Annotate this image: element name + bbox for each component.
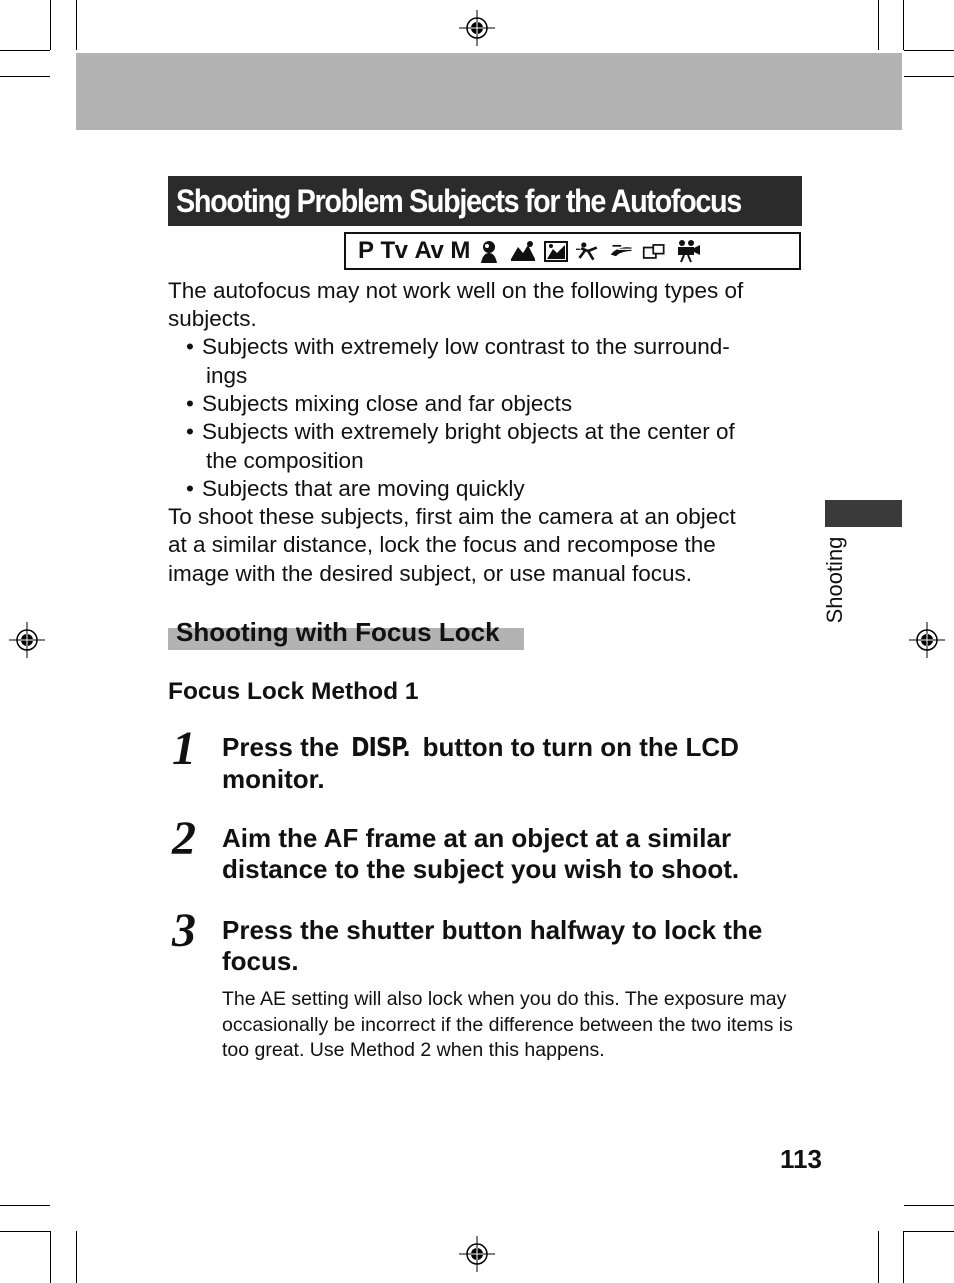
section-heading: Shooting with Focus Lock [176, 617, 500, 647]
list-item [186, 418, 806, 446]
list-item-text: Subjects that are moving quickly [202, 476, 525, 501]
movie-icon [675, 239, 701, 263]
step-number: 2 [172, 812, 196, 865]
list-item [186, 333, 806, 361]
crop-mark [76, 1231, 77, 1283]
crop-mark [50, 0, 51, 50]
bullet-glyph: • [186, 391, 194, 416]
mode-m: M [450, 237, 470, 264]
page-number: 113 [780, 1144, 822, 1174]
crop-mark [0, 1205, 50, 1206]
crop-mark [904, 50, 954, 51]
crop-mark [878, 1231, 879, 1283]
chapter-tab [825, 500, 902, 527]
bullet-glyph: • [186, 476, 194, 501]
outro-line: at a similar distance, lock the focus and recompose the [168, 532, 716, 557]
crop-mark [903, 0, 904, 50]
crop-mark [0, 50, 50, 51]
list-item [186, 475, 806, 503]
page-title [168, 176, 802, 226]
outro-line: image with the desired subject, or use manual focus. [168, 561, 693, 586]
outro-line: To shoot these subjects, first aim the camera at an object [168, 504, 736, 529]
list-item-text: Subjects with extremely bright objects at the center of [202, 419, 735, 444]
step-number: 3 [172, 904, 196, 957]
disp-button-label: DISP. [351, 733, 411, 763]
crop-mark [903, 1231, 904, 1283]
step-text-part: button to turn on the LCD monitor. [222, 732, 739, 794]
bullet-glyph: • [186, 334, 194, 359]
step-text: Press the shutter button halfway to lock the focus. [222, 915, 763, 976]
fast-shutter-icon [576, 239, 602, 263]
crop-mark [0, 1231, 50, 1232]
step-text: Aim the AF frame at an object at a similar distance to the subject you wish to shoot. [222, 823, 740, 884]
night-scene-icon [543, 239, 569, 263]
intro-line: The autofocus may not work well on the following types of [168, 278, 744, 303]
step-number: 1 [172, 722, 196, 775]
registration-mark-icon [909, 622, 945, 658]
intro-line: subjects. [168, 306, 257, 331]
bullet-glyph: • [186, 419, 194, 444]
registration-mark-icon [459, 10, 495, 46]
chapter-tab-label: Shooting [822, 536, 847, 624]
mode-av: Av [414, 237, 444, 264]
crop-mark [904, 1231, 954, 1232]
step-text [222, 732, 812, 795]
mode-tv: Tv [380, 237, 408, 264]
registration-mark-icon [459, 1236, 495, 1272]
slow-shutter-icon [609, 239, 635, 263]
crop-mark [76, 0, 77, 50]
mode-p: P [358, 237, 374, 264]
registration-mark-icon [9, 622, 45, 658]
landscape-icon [510, 239, 536, 263]
stitch-assist-icon [642, 239, 668, 263]
step-note: The AE setting will also lock when you do this. The exposure may occasionally be incorrect if the difference between the two items is too great. Use Method 2 when this happens. [222, 988, 793, 1061]
list-item-text: Subjects mixing close and far objects [202, 391, 573, 416]
crop-mark [0, 76, 50, 77]
list-item [186, 390, 806, 418]
shooting-modes-box [344, 232, 801, 270]
header-band [76, 53, 902, 130]
page-title-text: Shooting Problem Subjects for the Autofocus [176, 182, 741, 219]
crop-mark [904, 1205, 954, 1206]
crop-mark [904, 76, 954, 77]
step-text-part: Press the [222, 732, 347, 762]
crop-mark [50, 1231, 51, 1283]
list-item-continuation: ings [206, 363, 248, 388]
method-heading: Focus Lock Method 1 [168, 678, 419, 705]
portrait-icon [477, 239, 503, 263]
list-item-text: Subjects with extremely low contrast to the surround- [202, 334, 730, 359]
crop-mark [878, 0, 879, 50]
list-item-continuation: the composition [206, 448, 364, 473]
